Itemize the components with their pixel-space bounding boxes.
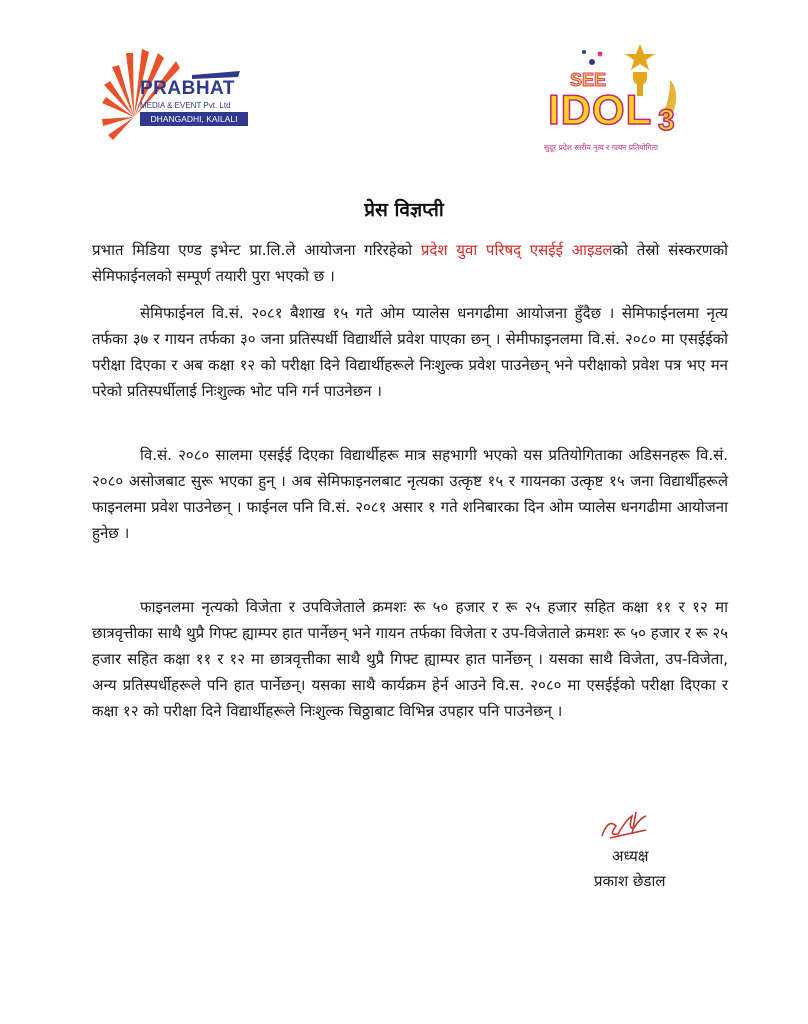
see-idol-see-text: SEE [570,70,607,90]
intro-prefix: प्रभात मिडिया एण्ड इभेन्ट प्रा.लि.ले आयोजना गरिरहेको [92,241,421,259]
prabhat-logo-subtitle: MEDIA & EVENT Pvt. Ltd [140,101,231,110]
audition-paragraph: वि.सं. २०८० सालमा एसईई दिएका विद्यार्थीहरू मात्र सहभागी भएको यस प्रतियोगिताका अडिसनहरू वि.सं. २०८० असोजबाट सुरू भएका हुन् । अब सेमिफाइनलबाट नृत्यका उत्कृष्ट १५ र गायनका उत्कृष्ट १५ जना विद्यार्थीहरूले फाइनलमा प्रवेश पाउनेछन् । फाईनल पनि वि.सं. २०८१ असार १ गते शनिबारका दिन ओम प्यालेस धनगढीमा आयोजना हुनेछ । [92,446,728,542]
page-title: प्रेस विज्ञप्ती [364,199,444,221]
see-idol-logo [540,40,700,160]
see-idol-edition-number: 3 [658,104,675,137]
prizes-paragraph: फाइनलमा नृत्यको विजेता र उपविजेताले क्रमशः रू ५० हजार र रू २५ हजार सहित कक्षा ११ र १२ मा छात्रवृत्तीका साथै थुप्रै गिफ्ट ह्याम्पर हात पार्नेछन् भने गायन तर्फका विजेता र उप-विजेताले क्रमशः रू ५० हजार र रू २५ हजार सहित कक्षा ११ र १२ मा छात्रवृत्तीका साथै थुप्रै गिफ्ट ह्याम्पर हात पार्नेछन् । यसका साथै विजेता, उप-विजेता, अन्य प्रतिस्पर्धीहरूले पनि हात पार्नेछन्। यसका साथै कार्यक्रम हेर्न आउने वि.स. २०८० मा एसईईको परीक्षा दिएका र कक्षा १२ को परीक्षा दिने विद्यार्थीहरूले निःशुल्क चिठ्ठाबाट विभिन्न उपहार पनि पाउनेछन् । [92,598,728,720]
signatory-name: प्रकाश छेडाल [594,872,666,890]
intro-suffix: को तेस्रो संस्करणको सेमिफाईनलको सम्पूर्ण तयारी पुरा भएको छ । [92,241,729,285]
signatory-title: अध्यक्ष [612,847,649,865]
prabhat-logo [100,45,260,140]
signature [596,808,656,844]
semifinal-paragraph: सेमिफाईनल वि.सं. २०८१ बैशाख १५ गते ओम प्यालेस धनगढीमा आयोजना हुँदैछ । सेमिफाईनलमा नृत्य तर्फका ३७ र गायन तर्फका ३० जना प्रतिस्पर्धी विद्यार्थीले प्रवेश पाएका छन् । सेमीफाइनलमा वि.सं. २०८० मा एसईईको परीक्षा दिएका र अब कक्षा १२ को परीक्षा दिने विद्यार्थीहरूले निःशुल्क प्रवेश पाउनेछन् भने परीक्षाको प्रवेश पत्र भए मन परेको प्रतिस्पर्धीलाई निःशुल्क भोट पनि गर्न पाउनेछन । [92,304,729,400]
see-idol-main-text: IDOL [548,86,653,133]
event-name-highlight: प्रदेश युवा परिषद् एसईई आइडल [420,241,613,259]
see-idol-tagline: सुदूर प्रदेश स्तरीय नृत्य र गायन प्रतियोगिता [544,143,658,152]
prabhat-logo-location: DHANGADHI, KAILALI [140,112,248,126]
prabhat-logo-name: PRABHAT [140,78,235,99]
intro-paragraph [92,237,728,289]
